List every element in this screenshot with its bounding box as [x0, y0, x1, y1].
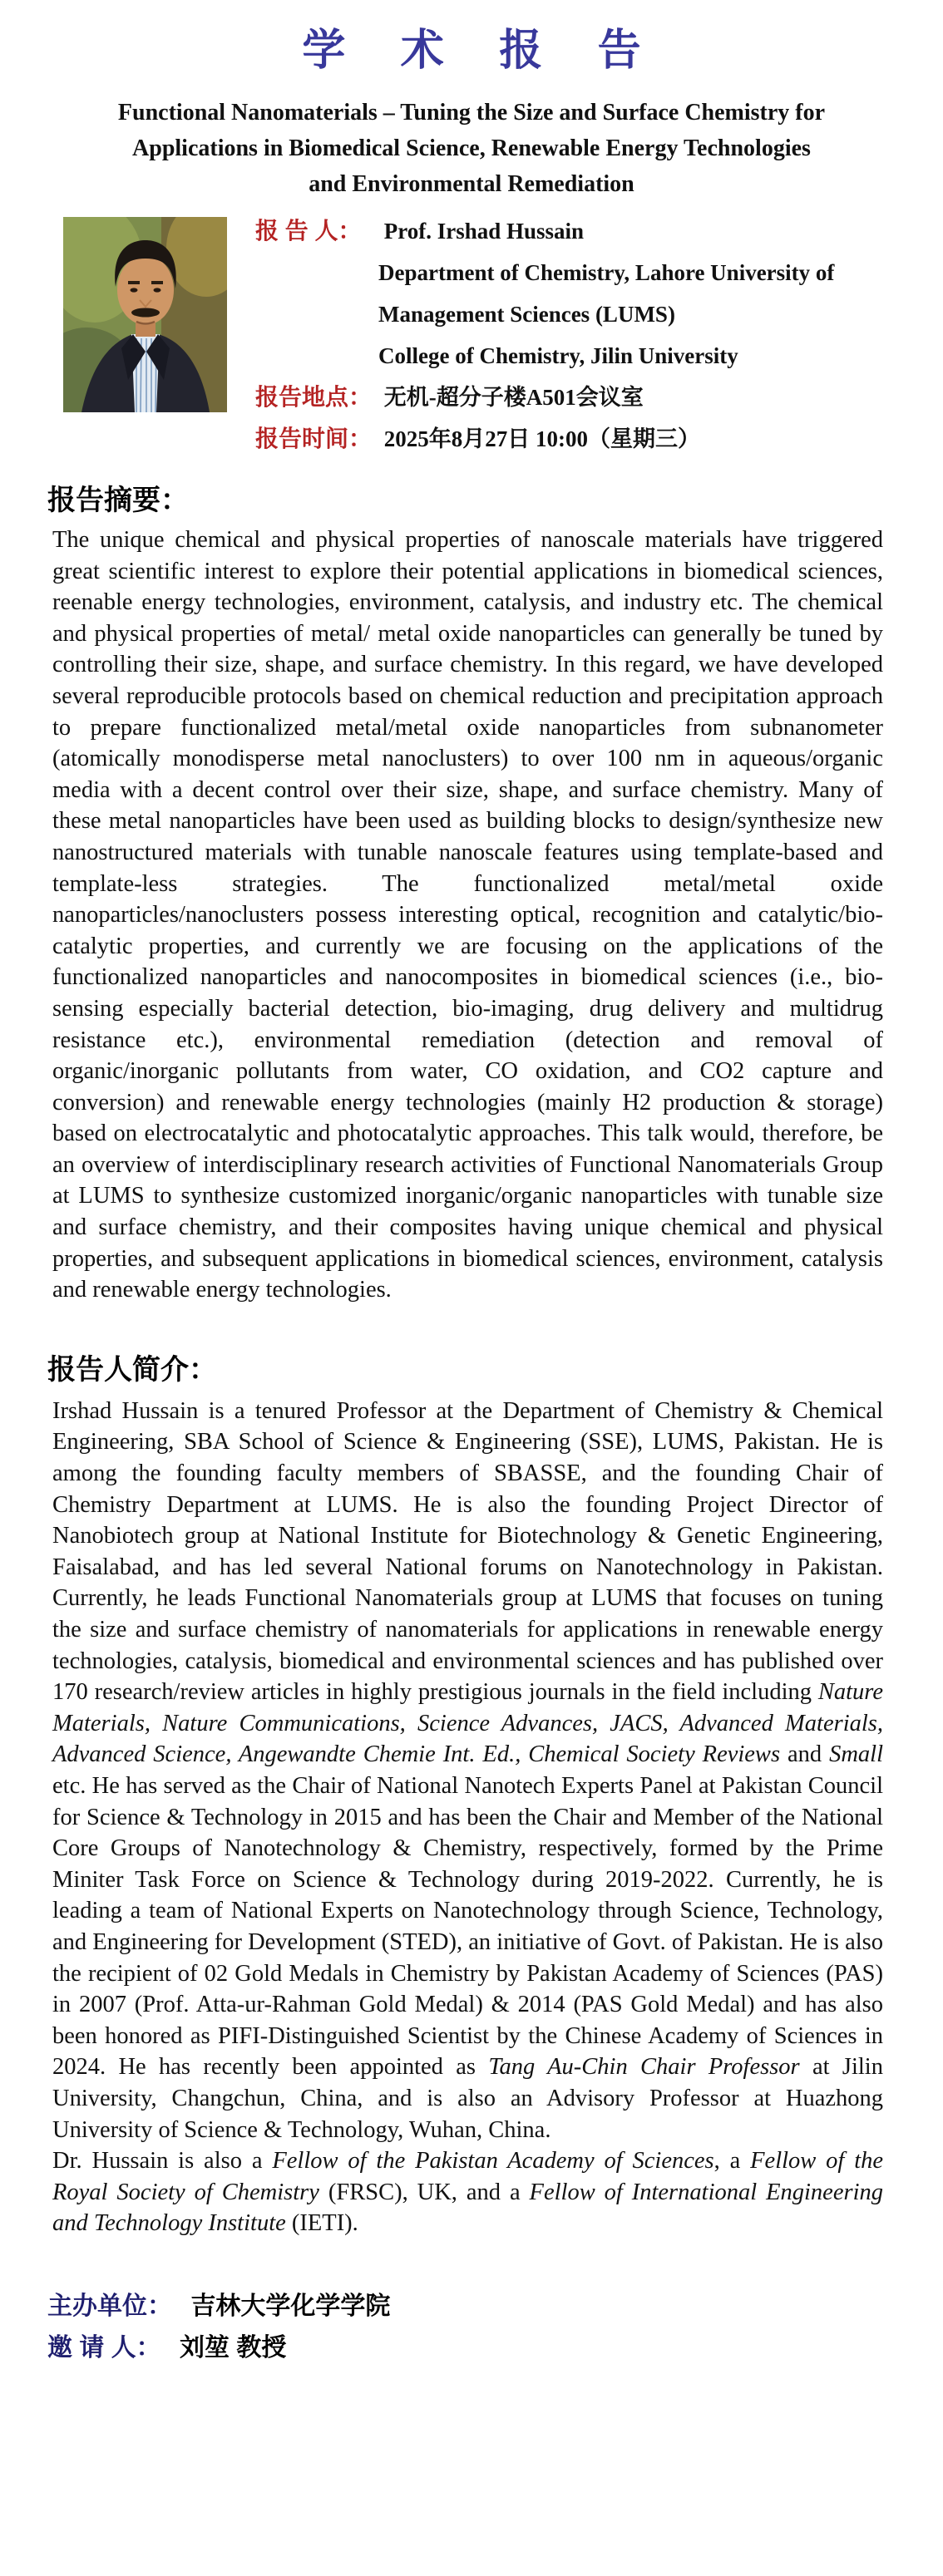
abstract-heading: 报告摘要：: [47, 485, 189, 516]
venue-label: 报告地点：: [255, 384, 373, 410]
inviter-value: 刘堃 教授: [180, 2333, 287, 2362]
speaker-label: 报 告 人：: [255, 218, 362, 244]
lecture-title: [52, 95, 891, 202]
inviter-label: 邀 请 人：: [47, 2333, 161, 2362]
lecture-title-line-3: and Environmental Remediation: [309, 171, 634, 197]
time-label: 报告时间：: [255, 426, 373, 451]
abstract-body: The unique chemical and physical properties of nanoscale materials have triggered great scientific interest to explore their potential applications in biomedical sciences, reenable energy technologies, environment, catalysis, and industry etc. The chemical and physical properties of metal/ metal oxide nanoparticles can generally be tuned by controlling their size, shape, and surface chemistry. In this regard, we have developed several reproducible protocols based on chemical reduction and precipitation approach to prepare functionalized metal/metal oxide nanoparticles from subnanometer (atomically monodisperse metal nanoclusters) to over 100 nm in aqueous/organic media with a decent control over their size, shape, and surface chemistry. Many of these metal nanoparticles have been used as building blocks to design/synthesize new nanostructured materials with tunable nanoscale features using template-based and template-less strategies. The functionalized metal/metal oxide nanoparticles/nanoclusters possess interesting optical, recognition and catalytic/bio-catalytic properties, and currently we are focusing on the applications of the functionalized nanoparticles and nanocomposites in biomedical sciences (i.e., bio-sensing especially bacterial detection, bio-imaging, drug delivery and multidrug resistance etc.), environmental remediation (detection and removal of organic/inorganic pollutants from water, CO oxidation, and CO2 capture and conversion) and renewable energy technologies (mainly H2 production & storage) based on electrocatalytic and photocatalytic approaches. This talk would, therefore, be an overview of interdisciplinary research activities of Functional Nanomaterials Group at LUMS to synthesize customized inorganic/organic nanoparticles with tunable size and surface chemistry, and their composites having unique chemical and physical properties, and subsequent applications in biomedical sciences, environment, catalysis and renewable energy technologies.: [52, 527, 883, 1303]
host-value: 吉林大学化学学院: [190, 2292, 391, 2320]
speaker-name: Prof. Irshad Hussain: [383, 219, 585, 244]
affiliation-line-3: College of Chemistry, Jilin University: [378, 343, 738, 368]
bio-heading: 报告人简介：: [47, 1353, 217, 1386]
lecture-title-line-1: Functional Nanomaterials – Tuning the Size and Surface Chemistry for: [117, 100, 826, 126]
bio-paragraph-1: Irshad Hussain is a tenured Professor at the Department of Chemistry & Chemical Engineering, SBA School of Science & Engineering (SSE), LUMS, Pakistan. He is among the founding faculty members of SBASSE, and the founding Chair of Chemistry Department at LUMS. He is also the founding Project Director of Nanobiotech group at National Institute for Biotechnology & Genetic Engineering, Faisalabad, and has led several National forums on Nanotechnology in Pakistan. Currently, he leads Functional Nanomaterials group at LUMS that focuses on tuning the size and surface chemistry of nanomaterials for applications in renewable energy technologies, catalysis, biomedical and environmental sciences and has published over 170 research/review articles in highly prestigious journals in the field including Nature Materials, Nature Communications, Science Advances, JACS, Advanced Materials, Advanced Science, Angewandte Chemie Int. Ed., Chemical Society Reviews and Small etc. He has served as the Chair of National Nanotech Experts Panel at Pakistan Council for Science & Technology in 2015 and has been the Chair and Member of the National Core Groups of Nanotechnology & Chemistry, respectively, formed by the Prime Miniter Task Force on Science & Technology during 2019-2022. Currently, he is leading a team of National Experts on Nanotechnology through Science, Technology, and Engineering for Development (STED), an initiative of Govt. of Pakistan. He is also the recipient of 02 Gold Medals in Chemistry by Pakistan Academy of Sciences (PAS) in 2007 (Prof. Atta-ur-Rahman Gold Medal) & 2014 (PAS Gold Medal) and has also been honored as PIFI-Distinguished Scientist by the Chinese Academy of Sciences in 2024. He has recently been appointed as Tang Au-Chin Chair Professor at Jilin University, Changchun, China, and is also an Advisory Professor at Huazhong University of Science & Technology, Wuhan, China.: [52, 1397, 883, 2143]
venue-value: 无机-超分子楼A501会议室: [383, 385, 644, 410]
time-value: 2025年8月27日 10:00（星期三）: [383, 426, 700, 451]
speaker-photo: [63, 217, 227, 412]
speaker-info: [255, 210, 904, 460]
speaker-section: [0, 210, 943, 466]
affiliation-line-1: Department of Chemistry, Lahore University of: [378, 260, 835, 285]
lecture-title-line-2: Applications in Biomedical Science, Renewable Energy Technologies: [132, 135, 811, 161]
banner-title: 学 术 报 告: [302, 27, 663, 75]
host-label: 主办单位：: [47, 2292, 172, 2320]
footer: [47, 2286, 943, 2369]
affiliation-line-2: Management Sciences (LUMS): [378, 302, 675, 327]
bio-paragraph-2: Dr. Hussain is also a Fellow of the Pakistan Academy of Sciences, a Fellow of the Royal Society of Chemistry (FRSC), UK, and a Fellow of International Engineering and Technology Institute (IETI).: [52, 2148, 884, 2237]
